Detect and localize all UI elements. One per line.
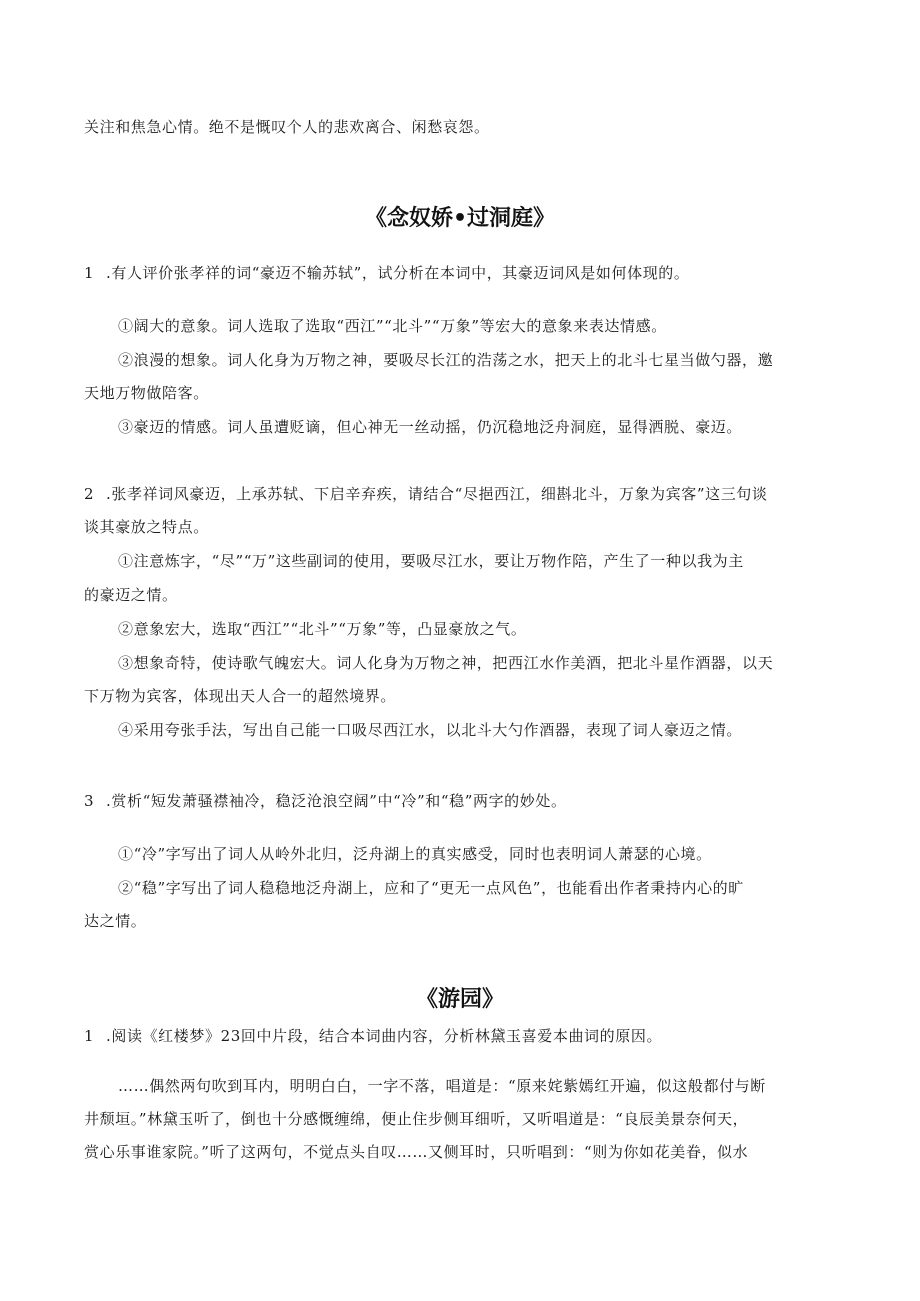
answer-line: ①注意炼字，“尽”“万”这些副词的使用，要吸尽江水，要让万物作陪，产生了一种以我为主 [118, 552, 744, 570]
passage-line: 赏心乐事谁家院。”听了这两句，不觉点头自叹……又侧耳时，只听唱到：“则为你如花美眷，似水 [84, 1143, 749, 1161]
section-title-niannujiao: 《念奴娇•过洞庭》 [364, 206, 556, 231]
passage-line: ……偶然两句吹到耳内，明明白白，一字不落，唱道是：“原来姹紫嫣红开遍，似这般都付与断 [118, 1077, 766, 1095]
question-3-prompt [84, 791, 844, 811]
answer-line: ①阔大的意象。词人选取了选取“西江”“北斗”“万象”等宏大的意象来表达情感。 [118, 317, 667, 335]
answer-line: ②浪漫的想象。词人化身为万物之神，要吸尽长江的浩荡之水，把天上的北斗七星当做勺器，邀 [118, 351, 774, 369]
answer-line: 下万物为宾客，体现出天人合一的超然境界。 [84, 687, 397, 705]
question-1-prompt [84, 1026, 844, 1046]
question-1-prompt [84, 263, 844, 283]
answer-line: ①“冷”字写出了词人从岭外北归，泛舟湖上的真实感受，同时也表明词人萧瑟的心境。 [118, 845, 712, 863]
question-number: 1 [84, 264, 95, 282]
section-title-youyuan: 《游园》 [415, 987, 504, 1012]
question-number: 1 [84, 1027, 95, 1045]
passage-line: 井颓垣。”林黛玉听了，倒也十分感慨缠绵，便止住步侧耳细听，又听唱道是：“良辰美景奈何天， [84, 1110, 749, 1128]
question-text: .张孝祥词风豪迈，上承苏轼、下启辛弃疾，请结合“尽挹西江，细斟北斗，万象为宾客”这三句谈 [106, 485, 768, 503]
question-2-prompt-cont: 谈其豪放之特点。 [84, 518, 209, 536]
answer-line: ②意象宏大，选取“西江”“北斗”“万象”等，凸显豪放之气。 [118, 620, 527, 638]
answer-line: 的豪迈之情。 [84, 586, 178, 604]
intro-line: 关注和焦急心情。绝不是慨叹个人的悲欢离合、闲愁哀怨。 [84, 118, 490, 136]
answer-line: ③想象奇特，使诗歌气魄宏大。词人化身为万物之神，把西江水作美酒，把北斗星作酒器，以天 [118, 654, 774, 672]
question-text: .赏析“短发萧骚襟袖冷，稳泛沧浪空阔”中“冷”和“稳”两字的妙处。 [106, 792, 567, 810]
answer-line: 天地万物做陪客。 [84, 384, 209, 402]
question-text: .有人评价张孝祥的词“豪迈不输苏轼”，试分析在本词中，其豪迈词风是如何体现的。 [106, 264, 690, 282]
question-2-prompt [84, 484, 844, 504]
answer-line: ④采用夸张手法，写出自己能一口吸尽西江水，以北斗大勺作酒器，表现了词人豪迈之情。 [118, 721, 743, 739]
answer-line: ③豪迈的情感。词人虽遭贬谪，但心神无一丝动摇，仍沉稳地泛舟洞庭，显得洒脱、豪迈。 [118, 418, 743, 436]
question-number: 3 [84, 792, 95, 810]
answer-line: 达之情。 [84, 912, 147, 930]
answer-line: ②“稳”字写出了词人稳稳地泛舟湖上，应和了“更无一点风色”，也能看出作者秉持内心的旷 [118, 879, 744, 897]
question-number: 2 [84, 485, 95, 503]
question-text: .阅读《红楼梦》23回中片段，结合本词曲内容，分析林黛玉喜爱本曲词的原因。 [106, 1027, 663, 1045]
